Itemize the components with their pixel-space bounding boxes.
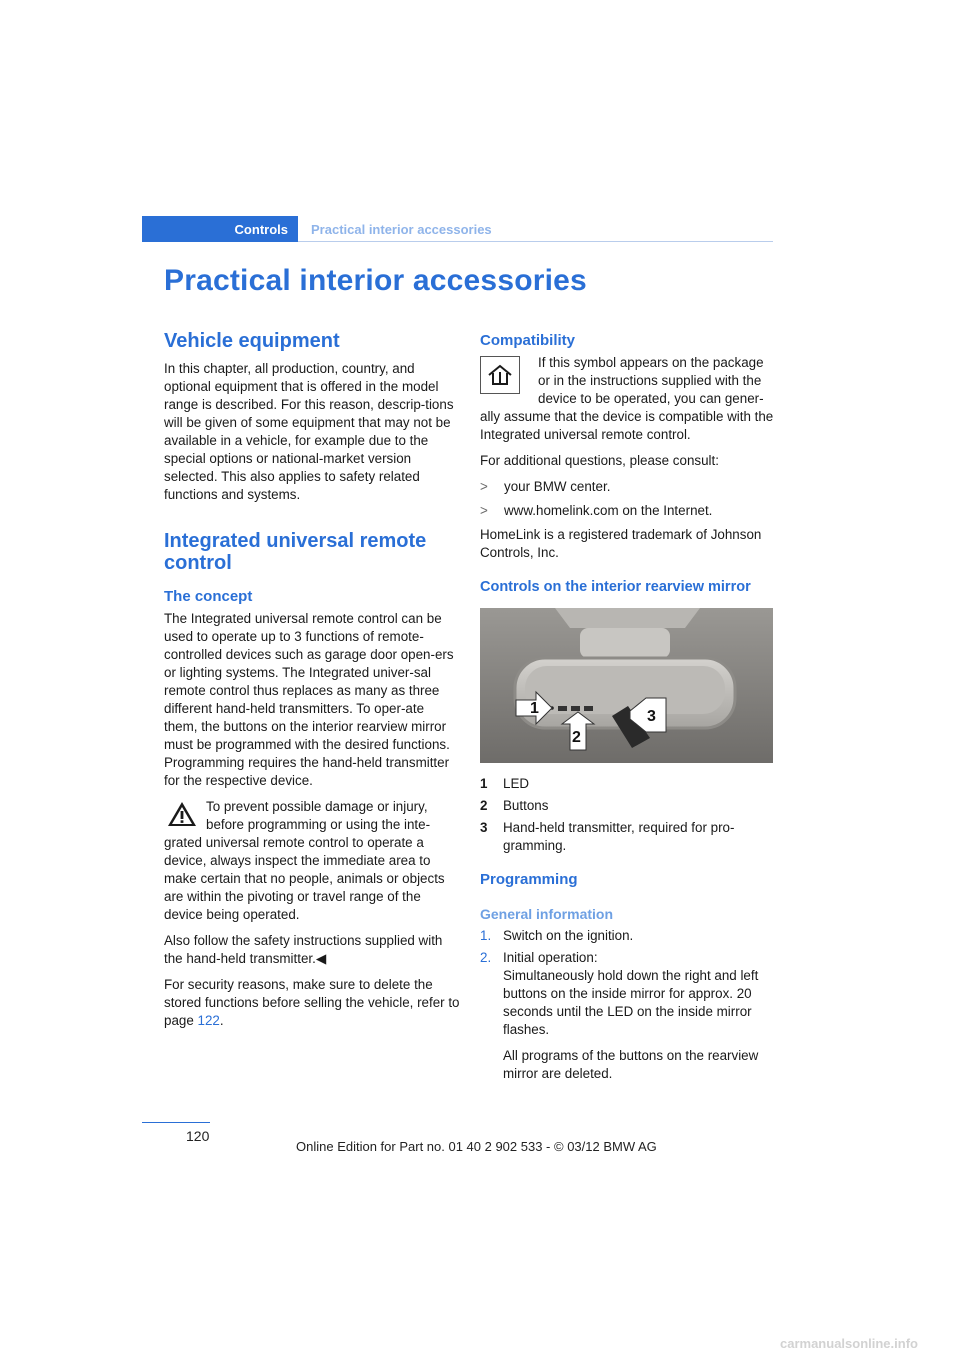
- end-mark: ◀: [315, 951, 327, 966]
- period: .: [219, 1013, 224, 1028]
- warning-block: [164, 798, 460, 924]
- rearview-mirror-image: [480, 608, 773, 763]
- iurc-heading: Integrated universal remote control: [164, 530, 427, 574]
- questions-text: For additional questions, please consult:: [480, 453, 719, 468]
- list-item: [480, 502, 774, 520]
- step-number: 2.: [480, 950, 492, 965]
- callout-2: 2: [572, 729, 581, 746]
- list-item: [480, 797, 774, 815]
- legend-text: LED: [503, 776, 530, 791]
- programming-heading: Programming: [480, 871, 578, 888]
- list-item: [480, 949, 774, 1083]
- page-number: 120: [186, 1128, 210, 1144]
- section-tab: [142, 216, 298, 242]
- page-title: Practical interior accessories: [164, 264, 587, 297]
- compatibility-block: [480, 354, 774, 444]
- step-number: 1.: [480, 928, 492, 943]
- controls-heading: Controls on the interior rearview mirror: [480, 579, 751, 595]
- legend-text: Hand-held transmitter, required for pro-gramming.: [503, 820, 735, 853]
- list-item: [480, 775, 774, 793]
- steps-list: [480, 927, 774, 1083]
- legend-text: Buttons: [503, 798, 549, 813]
- header-divider: [298, 241, 773, 242]
- bullet-text: your BMW center.: [504, 479, 611, 494]
- security-text: For security reasons, make sure to delete the stored functions before selling the vehicle, refer to page: [164, 977, 460, 1028]
- left-column: [164, 330, 460, 1038]
- step-text: Switch on the ignition.: [503, 928, 634, 943]
- watermark: carmanualsonline.info: [780, 1336, 918, 1351]
- page-link-122[interactable]: 122: [197, 1013, 220, 1028]
- right-column: [480, 330, 774, 1089]
- step-detail: Simultaneously hold down the right and left buttons on the inside mirror for approx. 20 seconds until the LED on the inside mirror flashes.: [503, 968, 759, 1037]
- compatibility-heading: Compatibility: [480, 332, 576, 349]
- section-label: Controls: [234, 222, 288, 237]
- legend-number: 2: [480, 798, 488, 813]
- subsection-label: Practical interior accessories: [311, 222, 492, 237]
- concept-heading: The concept: [164, 588, 253, 605]
- callout-1: 1: [530, 700, 539, 717]
- bullet-mark: >: [480, 503, 488, 518]
- vehicle-equipment-text: In this chapter, all production, country, and optional equipment that is offered in the model range is described. For this reason, descrip-tions will be given of some equipment that may not be available in a vehicle, for example due to the special options or national-market version selected. This also applies to safety related functions and systems.: [164, 361, 454, 502]
- step-text: Initial operation:: [503, 950, 598, 965]
- warning-text: To prevent possible damage or injury, before programming or using the inte-grated universal remote control to operate a device, always inspect the immediate area to make certain that no people, animals or objects are within the pivoting or travel range of the device being operated.: [164, 799, 445, 922]
- callout-3: 3: [647, 708, 656, 725]
- homelink-house-icon: [480, 356, 520, 394]
- footer-divider: [142, 1122, 210, 1123]
- legend-list: [480, 775, 774, 855]
- step-note: All programs of the buttons on the rearview mirror are deleted.: [503, 1048, 759, 1081]
- list-item: [480, 927, 774, 945]
- concept-text: The Integrated universal remote control can be used to operate up to 3 functions of remote-controlled devices such as garage door open-ers or lighting systems. The Integrated univer-sal remote control thus replaces as many as three different hand-held transmitters. To oper-ate them, the buttons on the interior rearview mirror must be programmed with the desired functions. Programming requires the hand-held transmitter for the respective device.: [164, 611, 454, 788]
- legend-number: 1: [480, 776, 488, 791]
- homelink-trademark-text: HomeLink is a registered trademark of Johnson Controls, Inc.: [480, 527, 762, 560]
- warning-triangle-icon: [167, 800, 197, 828]
- vehicle-equipment-heading: Vehicle equipment: [164, 330, 340, 352]
- legend-number: 3: [480, 820, 488, 835]
- edition-note: Online Edition for Part no. 01 40 2 902 533 - © 03/12 BMW AG: [296, 1139, 657, 1154]
- list-item: [480, 819, 774, 855]
- page-header: [142, 216, 773, 242]
- compatibility-text: If this symbol appears on the package or in the instructions supplied with the device to be operated, you can gener-ally assume that the device is compatible with the Integrated universal remote control.: [480, 355, 774, 442]
- bullet-text: www.homelink.com on the Internet.: [504, 503, 713, 518]
- bullet-mark: >: [480, 479, 488, 494]
- general-info-heading: General information: [480, 906, 614, 922]
- safety-text: Also follow the safety instructions supplied with the hand-held transmitter.: [164, 933, 443, 966]
- list-item: [480, 478, 774, 496]
